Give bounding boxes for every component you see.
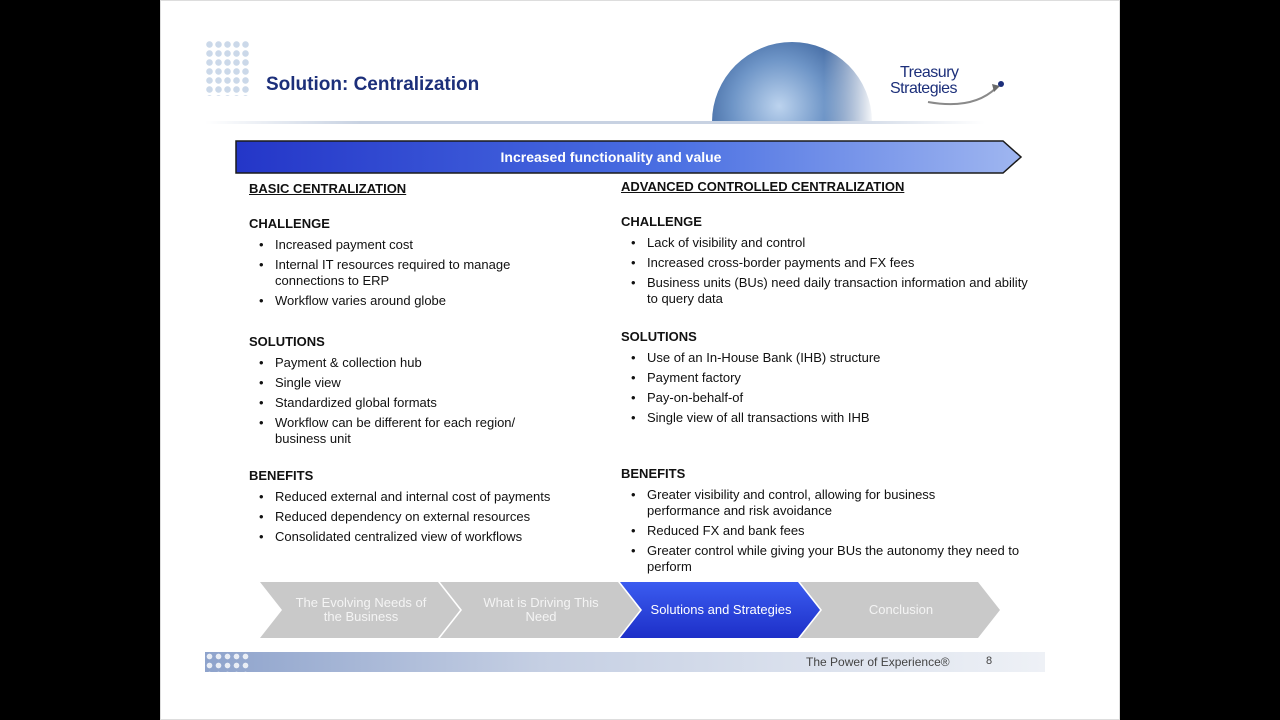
- decorative-dots: [205, 40, 251, 96]
- benefits-section: [249, 468, 550, 549]
- section-title: SOLUTIONS: [621, 329, 697, 344]
- challenge-section: [249, 216, 565, 313]
- bullet-list: [621, 487, 1027, 575]
- banner-label: Increased functionality and value: [500, 149, 722, 165]
- logo-line2: Strategies: [890, 80, 958, 97]
- value-banner: [235, 140, 1025, 174]
- bullet-item: • Workflow can be different for each region/ business unit: [249, 415, 565, 447]
- column-heading: ADVANCED CONTROLLED CENTRALIZATION: [621, 179, 905, 194]
- treasury-strategies-logo: [888, 62, 1008, 112]
- decorative-dots: [205, 652, 251, 672]
- bullet-item: • Internal IT resources required to manage connections to ERP: [249, 257, 565, 289]
- bullet-item: • Standardized global formats: [249, 395, 565, 411]
- process-step-label: Conclusion: [868, 602, 934, 617]
- bullet-item: • Business units (BUs) need daily transaction information and ability to query data: [621, 275, 1032, 307]
- section-title: SOLUTIONS: [249, 334, 325, 349]
- bullet-item: • Reduced external and internal cost of payments: [249, 489, 550, 505]
- bullet-item: • Greater control while giving your BUs the autonomy they need to perform: [621, 543, 1027, 575]
- bullet-item: • Pay-on-behalf-of: [621, 390, 880, 406]
- slide-title: Solution: Centralization: [266, 74, 480, 95]
- process-step-label: The Evolving Needs of the Business: [295, 595, 427, 624]
- page-number: 8: [986, 655, 993, 667]
- bullet-item: • Use of an In-House Bank (IHB) structure: [621, 350, 880, 366]
- bullet-list: [249, 237, 565, 309]
- solutions-section: [249, 334, 565, 451]
- bullet-item: • Payment & collection hub: [249, 355, 565, 371]
- bullet-item: • Increased cross-border payments and FX fees: [621, 255, 1032, 271]
- bullet-item: • Single view: [249, 375, 565, 391]
- footer-tagline: The Power of Experience®: [806, 655, 950, 669]
- bullet-list: [621, 350, 880, 426]
- bullet-list: [621, 235, 1032, 307]
- benefits-section: [621, 466, 1027, 579]
- solutions-section: [621, 329, 880, 430]
- bullet-list: [249, 355, 565, 447]
- bullet-item: • Single view of all transactions with IHB: [621, 410, 880, 426]
- column-heading: BASIC CENTRALIZATION: [249, 181, 407, 196]
- process-step-label: Solutions and Strategies: [650, 602, 792, 617]
- bullet-item: • Greater visibility and control, allowing for business performance and risk avoidance: [621, 487, 992, 519]
- logo-line1: Treasury: [900, 64, 959, 81]
- bullet-item: • Lack of visibility and control: [621, 235, 1032, 251]
- bullet-item: • Increased payment cost: [249, 237, 565, 253]
- bullet-item: • Reduced dependency on external resources: [249, 509, 550, 525]
- challenge-section: [621, 214, 1032, 311]
- process-chevrons: [260, 582, 1000, 638]
- section-title: CHALLENGE: [621, 214, 702, 229]
- bullet-list: [249, 489, 550, 545]
- section-title: BENEFITS: [249, 468, 314, 483]
- section-title: CHALLENGE: [249, 216, 330, 231]
- bullet-item: • Workflow varies around globe: [249, 293, 565, 309]
- bullet-item: • Consolidated centralized view of workflows: [249, 529, 550, 545]
- header-divider: [205, 121, 985, 124]
- slide: [160, 0, 1120, 720]
- bullet-item: • Reduced FX and bank fees: [621, 523, 1027, 539]
- bullet-item: • Payment factory: [621, 370, 880, 386]
- section-title: BENEFITS: [621, 466, 686, 481]
- process-step-label: What is Driving This Need: [483, 595, 599, 624]
